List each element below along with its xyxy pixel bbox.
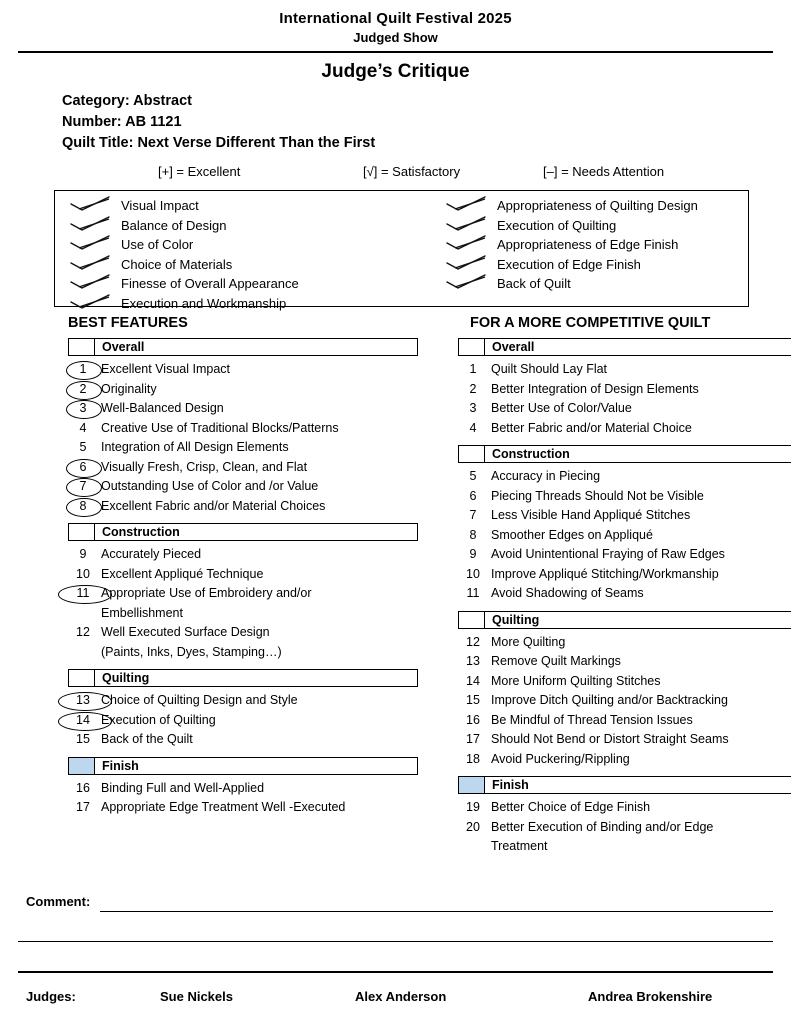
item-label: Accuracy in Piecing — [491, 469, 601, 484]
item-label: Well-Balanced Design — [101, 401, 224, 416]
section-swatch[interactable] — [69, 670, 95, 686]
item-number: 17 — [76, 800, 90, 815]
rating-legend — [18, 164, 773, 186]
check-mark-icon — [445, 273, 491, 292]
item-number: 16 — [76, 780, 90, 795]
check-mark-icon — [445, 215, 491, 234]
rating-item[interactable] — [68, 438, 418, 458]
criteria-row-right-5[interactable] — [445, 276, 698, 296]
rating-item[interactable] — [68, 477, 418, 497]
item-number: 10 — [466, 566, 480, 581]
item-label: Smoother Edges on Appliqué — [491, 527, 653, 542]
ratings-columns — [18, 315, 773, 885]
item-label: Appropriate Edge Treatment Well -Executed — [101, 800, 346, 815]
rating-item[interactable] — [68, 458, 418, 478]
quilt-metadata — [62, 91, 773, 154]
criteria-row-left-6[interactable] — [69, 296, 299, 316]
rating-item[interactable] — [458, 633, 791, 653]
item-number: 13 — [76, 693, 90, 708]
rating-item[interactable] — [458, 360, 791, 380]
section-header-best-finish — [68, 757, 418, 775]
item-number: 7 — [79, 479, 87, 494]
item-label-continued: (Paints, Inks, Dyes, Stamping…) — [101, 644, 282, 659]
item-label: Avoid Shadowing of Seams — [491, 586, 644, 601]
criteria-row-left-2[interactable] — [69, 218, 299, 238]
rating-item[interactable] — [68, 497, 418, 517]
rating-item[interactable] — [458, 711, 791, 731]
item-number: 11 — [76, 586, 90, 601]
item-label: Remove Quilt Markings — [491, 654, 621, 669]
item-number: 3 — [79, 401, 87, 416]
criteria-column-left — [69, 198, 299, 315]
item-label: Less Visible Hand Appliqué Stitches — [491, 508, 691, 523]
rating-item[interactable] — [68, 798, 418, 818]
item-label: Better Integration of Design Elements — [491, 381, 699, 396]
item-label: Better Execution of Binding and/or Edge — [491, 819, 714, 834]
judge-name-1: Sue Nickels — [160, 989, 233, 1004]
item-label: Be Mindful of Thread Tension Issues — [491, 712, 693, 727]
header-divider — [18, 51, 773, 53]
rating-item[interactable] — [458, 584, 791, 604]
critique-page — [0, 10, 791, 1034]
criteria-label: Appropriateness of Edge Finish — [497, 237, 679, 253]
number-line: Number: AB 1121 — [62, 114, 182, 131]
criteria-label: Choice of Materials — [121, 256, 233, 272]
rating-item[interactable] — [68, 623, 418, 662]
section-label: Construction — [102, 525, 180, 540]
legend-excellent: [+] = Excellent — [158, 164, 241, 180]
item-number: 9 — [469, 547, 477, 562]
item-number: 12 — [76, 625, 90, 640]
item-label-continued: Treatment — [491, 839, 548, 854]
legend-satisfactory: [√] = Satisfactory — [363, 164, 461, 180]
item-number: 4 — [469, 420, 477, 435]
item-label: Better Fabric and/or Material Choice — [491, 420, 692, 435]
rating-item[interactable] — [458, 750, 791, 770]
rating-item[interactable] — [458, 380, 791, 400]
comment-line-1[interactable] — [100, 911, 773, 912]
check-mark-icon — [445, 254, 491, 273]
criteria-row-left-5[interactable] — [69, 276, 299, 296]
section-swatch[interactable] — [459, 777, 485, 793]
check-mark-icon — [445, 195, 491, 214]
section-header-comp-finish — [458, 776, 791, 794]
check-mark-icon — [69, 254, 115, 273]
rating-item[interactable] — [458, 526, 791, 546]
rating-item[interactable] — [458, 399, 791, 419]
rating-item[interactable] — [458, 730, 791, 750]
rating-item[interactable] — [68, 419, 418, 439]
section-header-comp-overall — [458, 338, 791, 356]
item-number: 9 — [79, 547, 87, 562]
item-label: Outstanding Use of Color and /or Value — [101, 479, 319, 494]
criteria-label: Back of Quilt — [497, 276, 571, 292]
item-number: 8 — [469, 527, 477, 542]
rating-item[interactable] — [68, 779, 418, 799]
section-label: Overall — [102, 340, 145, 355]
item-number: 6 — [79, 459, 87, 474]
section-swatch[interactable] — [459, 446, 485, 462]
item-label: More Uniform Quilting Stitches — [491, 673, 661, 688]
check-mark-icon — [69, 195, 115, 214]
section-header-comp-construction — [458, 445, 791, 463]
rating-item[interactable] — [68, 360, 418, 380]
rating-item[interactable] — [68, 380, 418, 400]
item-number: 6 — [469, 488, 477, 503]
item-label: Better Use of Color/Value — [491, 401, 632, 416]
item-label: Excellent Appliqué Technique — [101, 566, 264, 581]
section-header-best-construction — [68, 523, 418, 541]
item-number: 20 — [466, 819, 480, 834]
criteria-label: Visual Impact — [121, 198, 199, 214]
section-label: Finish — [102, 758, 139, 773]
item-label: Well Executed Surface Design — [101, 625, 270, 640]
item-number: 15 — [466, 693, 480, 708]
rating-item[interactable] — [458, 506, 791, 526]
item-label: Execution of Quilting — [101, 712, 216, 727]
quilt-title-line: Quilt Title: Next Verse Different Than the First — [62, 135, 376, 152]
criteria-row-right-2[interactable] — [445, 218, 698, 238]
criteria-column-right — [445, 198, 698, 296]
item-label: Accurately Pieced — [101, 547, 202, 562]
item-number: 8 — [79, 498, 87, 513]
item-label: Appropriate Use of Embroidery and/or — [101, 586, 312, 601]
section-header-comp-quilting — [458, 611, 791, 629]
best-features-heading: BEST FEATURES — [68, 315, 188, 332]
criteria-label: Use of Color — [121, 237, 194, 253]
item-label-continued: Embellishment — [101, 605, 183, 620]
rating-item[interactable] — [68, 565, 418, 585]
judge-name-2: Alex Anderson — [355, 989, 447, 1004]
rating-item[interactable] — [68, 711, 418, 731]
rating-item[interactable] — [68, 730, 418, 750]
item-label: More Quilting — [491, 634, 566, 649]
item-number: 16 — [466, 712, 480, 727]
item-number: 15 — [76, 732, 90, 747]
item-number: 3 — [469, 401, 477, 416]
criteria-label: Finesse of Overall Appearance — [121, 276, 299, 292]
item-label: Back of the Quilt — [101, 732, 193, 747]
rating-item[interactable] — [458, 818, 791, 857]
item-label: Visually Fresh, Crisp, Clean, and Flat — [101, 459, 308, 474]
item-number: 18 — [466, 751, 480, 766]
competitive-column — [458, 315, 791, 857]
section-label: Quilting — [102, 671, 150, 686]
item-label: Integration of All Design Elements — [101, 440, 289, 455]
comment-line-2[interactable] — [18, 941, 773, 942]
criteria-row-right-3[interactable] — [445, 237, 698, 257]
criteria-row-left-4[interactable] — [69, 257, 299, 277]
category-line: Category: Abstract — [62, 93, 192, 109]
comment-label: Comment: — [26, 894, 91, 909]
item-label: Originality — [101, 381, 157, 396]
item-number: 12 — [466, 634, 480, 649]
section-label: Construction — [492, 447, 570, 462]
item-number: 2 — [79, 381, 87, 396]
rating-item[interactable] — [68, 399, 418, 419]
item-label: Piecing Threads Should Not be Visible — [491, 488, 704, 503]
item-label: Creative Use of Traditional Blocks/Patterns — [101, 420, 339, 435]
item-number: 4 — [79, 420, 87, 435]
item-label: Improve Appliqué Stitching/Workmanship — [491, 566, 719, 581]
rating-item[interactable] — [458, 672, 791, 692]
section-header-best-overall — [68, 338, 418, 356]
check-mark-icon — [445, 234, 491, 253]
legend-needs-attention: [–] = Needs Attention — [543, 164, 665, 180]
rating-item[interactable] — [458, 565, 791, 585]
item-label: Should Not Bend or Distort Straight Seams — [491, 732, 729, 747]
judges-section — [18, 985, 773, 1015]
check-mark-icon — [69, 234, 115, 253]
section-swatch[interactable] — [69, 758, 95, 774]
item-label: Better Choice of Edge Finish — [491, 800, 651, 815]
item-label: Choice of Quilting Design and Style — [101, 693, 298, 708]
item-number: 1 — [79, 362, 87, 377]
criteria-label: Execution of Quilting — [497, 217, 617, 233]
criteria-row-left-3[interactable] — [69, 237, 299, 257]
item-label: Excellent Fabric and/or Material Choices — [101, 498, 326, 513]
section-swatch[interactable] — [459, 612, 485, 628]
judges-label: Judges: — [26, 989, 76, 1004]
item-label: Avoid Unintentional Fraying of Raw Edges — [491, 547, 725, 562]
item-label: Excellent Visual Impact — [101, 362, 230, 377]
item-number: 5 — [79, 440, 87, 455]
criteria-row-left-1[interactable] — [69, 198, 299, 218]
comment-section — [18, 894, 773, 920]
rating-item[interactable] — [458, 467, 791, 487]
best-features-column — [68, 315, 418, 818]
item-number: 1 — [469, 362, 477, 377]
rating-item[interactable] — [458, 487, 791, 507]
item-label: Improve Ditch Quilting and/or Backtracking — [491, 693, 728, 708]
rating-item[interactable] — [458, 419, 791, 439]
judge-name-3: Andrea Brokenshire — [588, 989, 713, 1004]
criteria-checkbox-area — [54, 190, 749, 311]
item-number: 10 — [76, 566, 90, 581]
section-label: Finish — [492, 778, 529, 793]
rating-item[interactable] — [458, 798, 791, 818]
section-header-best-quilting — [68, 669, 418, 687]
criteria-label: Execution and Workmanship — [121, 295, 287, 311]
item-number: 14 — [466, 673, 480, 688]
item-label: Binding Full and Well-Applied — [101, 780, 265, 795]
item-number: 7 — [469, 508, 477, 523]
rating-item[interactable] — [458, 652, 791, 672]
rating-item[interactable] — [68, 545, 418, 565]
item-number: 5 — [469, 469, 477, 484]
page-title: Judge’s Critique — [321, 61, 470, 82]
competitive-heading: FOR A MORE COMPETITIVE QUILT — [470, 315, 711, 332]
item-number: 2 — [469, 381, 477, 396]
item-number: 14 — [76, 712, 90, 727]
show-type: Judged Show — [353, 30, 438, 45]
section-swatch[interactable] — [69, 339, 95, 355]
section-label: Quilting — [492, 612, 540, 627]
criteria-row-right-1[interactable] — [445, 198, 698, 218]
check-mark-icon — [69, 215, 115, 234]
judges-divider — [18, 972, 773, 973]
item-number: 13 — [466, 654, 480, 669]
item-number: 11 — [466, 586, 480, 601]
rating-item[interactable] — [458, 545, 791, 565]
criteria-label: Execution of Edge Finish — [497, 256, 641, 272]
check-mark-icon — [69, 273, 115, 292]
item-label: Avoid Puckering/Rippling — [491, 751, 630, 766]
rating-item[interactable] — [68, 691, 418, 711]
festival-title: International Quilt Festival 2025 — [279, 10, 512, 27]
section-swatch[interactable] — [459, 339, 485, 355]
rating-item[interactable] — [68, 584, 418, 623]
item-number: 17 — [466, 732, 480, 747]
section-label: Overall — [492, 340, 535, 355]
rating-item[interactable] — [458, 691, 791, 711]
criteria-row-right-4[interactable] — [445, 257, 698, 277]
section-swatch[interactable] — [69, 524, 95, 540]
item-number: 19 — [466, 800, 480, 815]
item-label: Quilt Should Lay Flat — [491, 362, 608, 377]
check-mark-icon — [69, 293, 115, 312]
criteria-label: Appropriateness of Quilting Design — [497, 198, 698, 214]
criteria-label: Balance of Design — [121, 217, 227, 233]
